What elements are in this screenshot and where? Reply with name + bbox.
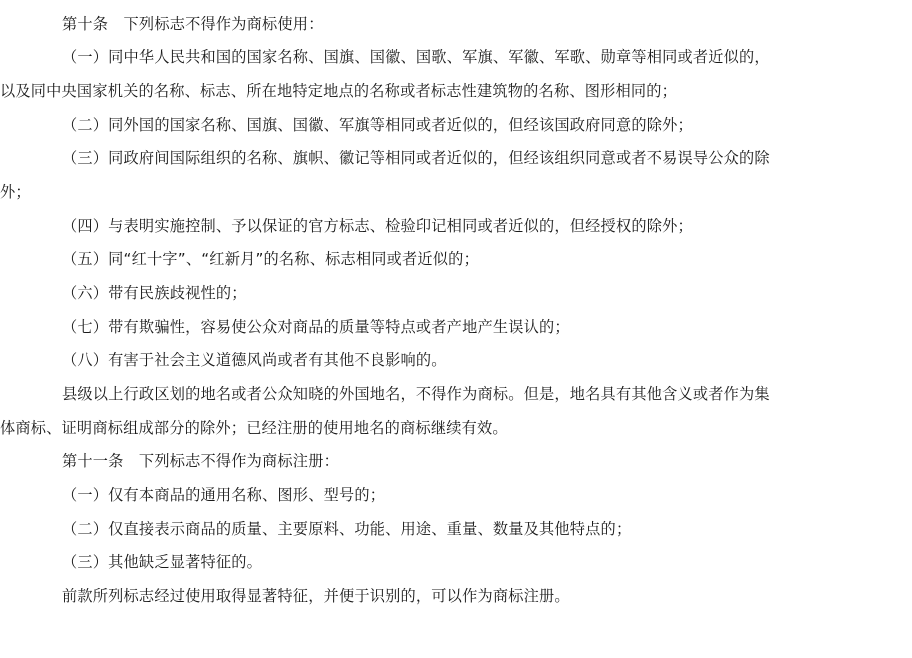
article-10-item-8: （八）有害于社会主义道德风尚或者有其他不良影响的。 (62, 351, 447, 369)
article-10-item-4: （四）与表明实施控制、予以保证的官方标志、检验印记相同或者近似的，但经授权的除外； (62, 217, 693, 235)
article-10-item-1-line-2: 以及同中央国家机关的名称、标志、所在地特定地点的名称或者标志性建筑物的名称、图形相同的； (0, 82, 678, 100)
article-11-item-3: （三）其他缺乏显著特征的。 (62, 553, 263, 571)
article-10-item-6: （六）带有民族歧视性的； (62, 284, 247, 302)
article-10-item-3-line-1: （三）同政府间国际组织的名称、旗帜、徽记等相同或者近似的，但经该组织同意或者不易误导公众的除 (62, 149, 770, 167)
article-10-paragraph-2-line-2: 体商标、证明商标组成部分的除外；已经注册的使用地名的商标继续有效。 (0, 419, 508, 437)
article-10-paragraph-2-line-1: 县级以上行政区划的地名或者公众知晓的外国地名，不得作为商标。但是，地名具有其他含义或者作为集 (62, 385, 770, 403)
article-10-item-7: （七）带有欺骗性，容易使公众对商品的质量等特点或者产地产生误认的； (62, 318, 570, 336)
article-11-heading: 第十一条 下列标志不得作为商标注册： (62, 452, 339, 470)
article-11-item-1: （一）仅有本商品的通用名称、图形、型号的； (62, 486, 386, 504)
article-10-item-5: （五）同“红十字”、“红新月”的名称、标志相同或者近似的； (62, 250, 479, 268)
article-11-item-2: （二）仅直接表示商品的质量、主要原料、功能、用途、重量、数量及其他特点的； (62, 520, 632, 538)
article-10-item-2: （二）同外国的国家名称、国旗、国徽、军旗等相同或者近似的，但经该国政府同意的除外； (62, 116, 693, 134)
article-11-paragraph-2: 前款所列标志经过使用取得显著特征，并便于识别的，可以作为商标注册。 (62, 587, 570, 605)
article-10-item-1-line-1: （一）同中华人民共和国的国家名称、国旗、国徽、国歌、军旗、军徽、军歌、勋章等相同或者近似的， (62, 48, 770, 66)
article-10-item-3-line-2: 外； (0, 183, 31, 201)
article-10-heading: 第十条 下列标志不得作为商标使用： (62, 15, 324, 33)
